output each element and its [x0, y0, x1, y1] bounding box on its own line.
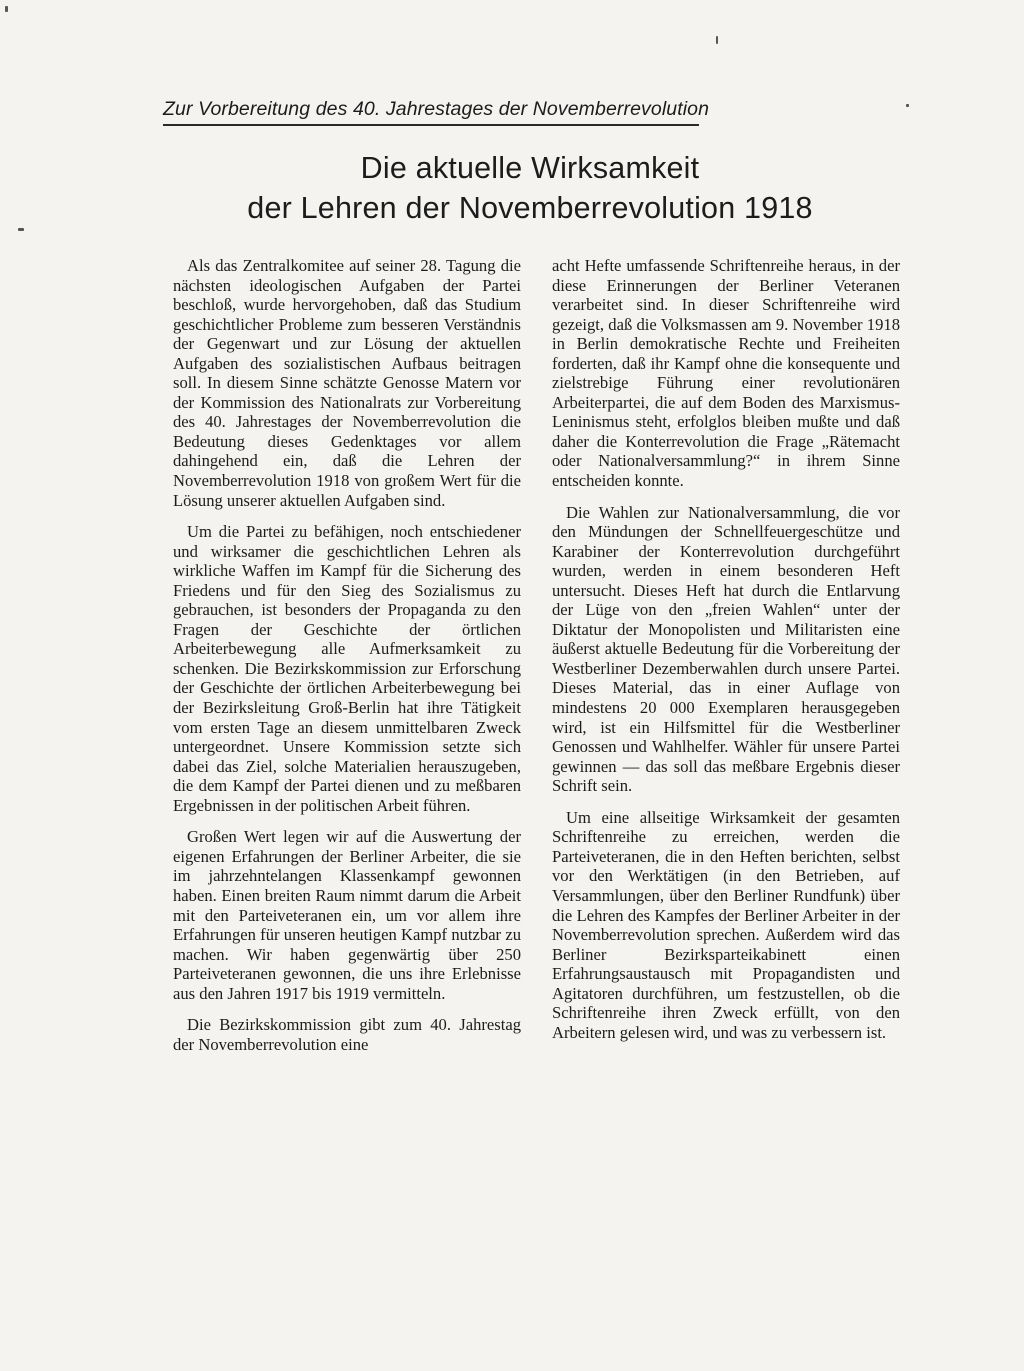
title-line-1: Die aktuelle Wirksamkeit: [360, 151, 700, 185]
paragraph: Um die Partei zu befähigen, noch entschiedener und wirksamer die geschichtlichen Lehren als wirkliche Waffen im Kampf für die Sicherung des Friedens und für den Sieg des Sozialismus zu gebrauchen, ist besonders der Propaganda zu den Fragen der Geschichte der örtlichen Arbeiterbewegung alle Aufmerksamkeit zu schenken. Die Bezirkskommission zur Erforschung der Geschichte der örtlichen Arbeiterbewegung bei der Bezirksleitung Groß-Berlin hat ihre Tätigkeit vom ersten Tage an diesem unmittelbaren Zweck untergeordnet. Unsere Kommission setzte sich dabei das Ziel, solche Materialien herauszugeben, die dem Kampf der Partei dienen und zu meßbaren Ergebnissen in der politischen Arbeit führen.: [173, 522, 521, 815]
title-line-2: der Lehren der Novemberrevolution 1918: [247, 191, 813, 225]
paragraph: Als das Zentralkomitee auf seiner 28. Tagung die nächsten ideologischen Aufgaben der Partei beschloß, wurde hervorgehoben, daß das Studium geschichtlicher Probleme zum besseren Verständnis der Gegenwart und zur Lösung der aktuellen Aufgaben des sozialistischen Aufbaus beitragen soll. In diesem Sinne schätzte Genosse Matern vor der Kommission des Nationalrats zur Vorbereitung des 40. Jahrestages der Novemberrevolution die Bedeutung dieses Gedenktages vor allem dahingehend ein, daß die Lehren der Novemberrevolution 1918 von großem Wert für die Lösung unserer aktuellen Aufgaben sind.: [173, 256, 521, 510]
paragraph: Um eine allseitige Wirksamkeit der gesamten Schriftenreihe zu erreichen, werden die Parteiveteranen, die in den Heften berichten, selbst vor den Werktätigen (in den Betrieben, auf Versammlungen, über den Berliner Rundfunk) über die Lehren des Kampfes der Berliner Arbeiter in der Novemberrevolution sprechen. Außerdem wird das Berliner Bezirksparteikabinett einen Erfahrungsaustausch mit Propagandisten und Agitatoren durchführen, um festzustellen, ob die Schriftenreihe ihren Zweck erfüllt, von den Arbeitern gelesen wird, und was zu verbessern ist.: [552, 807, 900, 1042]
text-column-left: [173, 256, 521, 1066]
paragraph: Die Wahlen zur Nationalversammlung, die vor den Mündungen der Schnellfeuergeschütze und Karabiner der Konterrevolution durchgeführt wurden, werden in einem besonderen Heft untersucht. Dieses Heft hat durch die Entlarvung der Lüge von den „freien Wahlen“ unter der Diktatur der Monopolisten und Militaristen eine äußerst aktuelle Bedeutung für die Vorbereitung der Westberliner Dezemberwahlen durch unsere Partei. Dieses Material, das in einer Auflage von mindestens 20 000 Exemplaren herausgegeben wird, ist ein Hilfsmittel für die Westberliner Genossen und Wahlhelfer. Wähler für unsere Partei gewinnen — das soll das meßbare Ergebnis dieser Schrift sein.: [552, 502, 900, 796]
scan-speck: [18, 228, 24, 231]
paragraph-continued: acht Hefte umfassende Schriftenreihe heraus, in der diese Erinnerungen der Berliner Veteranen verarbeitet sind. In dieser Schriftenreihe wird gezeigt, daß die Volksmassen am 9. November 1918 in Berlin demokratische Rechte und Freiheiten forderten, daß ihr Kampf ohne die konsequente und zielstrebige Führung einer revolutionären Arbeiterpartei, die auf dem Boden des Marxismus-Leninismus steht, erfolglos bleiben mußte und daß daher die Konterrevolution die Frage „Rätemacht oder Nationalversammlung?“ in ihrem Sinne entscheiden konnte.: [552, 256, 900, 491]
text-column-right: [552, 256, 900, 1054]
series-kicker: Zur Vorbereitung des 40. Jahrestages der Novemberrevolution: [163, 98, 710, 120]
scan-speck: [716, 36, 718, 44]
scan-speck: [906, 104, 909, 107]
article-title: [160, 148, 900, 228]
paragraph: Die Bezirkskommission gibt zum 40. Jahrestag der Novemberrevolution eine: [173, 1015, 521, 1054]
kicker-underline: [163, 124, 699, 126]
paragraph: Großen Wert legen wir auf die Auswertung der eigenen Erfahrungen der Berliner Arbeiter, die sie im jahrzehntelangen Klassenkampf gewonnen haben. Einen breiten Raum nimmt darum die Arbeit mit den Parteiveteranen ein, um vor allem ihre Erfahrungen für unseren heutigen Kampf nutzbar zu machen. Wir haben gegenwärtig über 250 Parteiveteranen gewonnen, die uns ihre Erlebnisse aus den Jahren 1917 bis 1919 vermitteln.: [173, 827, 521, 1003]
scan-speck: [5, 6, 8, 12]
